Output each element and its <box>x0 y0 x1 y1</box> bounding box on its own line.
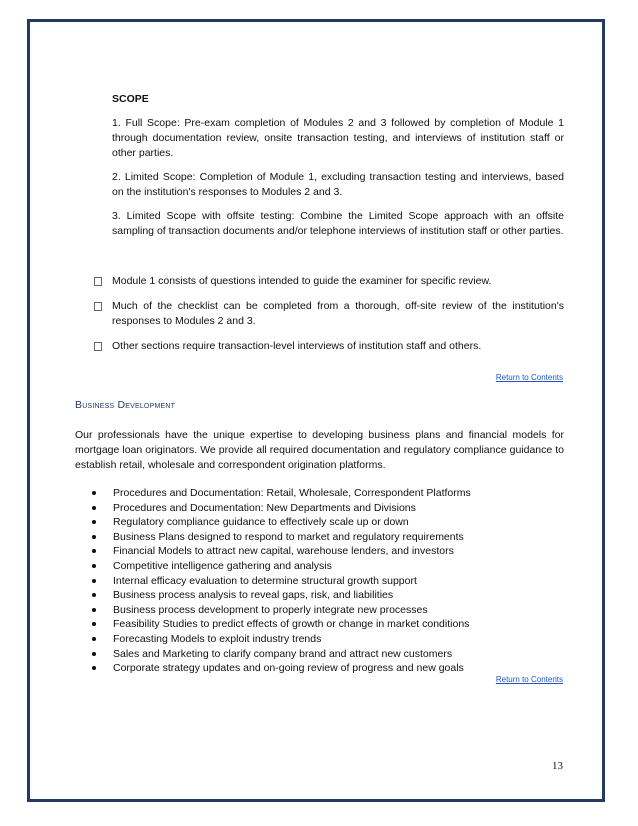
section-title-business-development: Business Development <box>75 399 176 411</box>
checkbox-square-icon <box>94 277 102 286</box>
list-item-text: Internal efficacy evaluation to determine structural growth support <box>113 574 417 587</box>
checklist-item <box>94 299 564 329</box>
checkbox-square-icon <box>94 342 102 351</box>
list-item-text: Financial Models to attract new capital, warehouse lenders, and investors <box>113 545 454 558</box>
list-item-text: Feasibility Studies to predict effects of growth or change in market conditions <box>113 618 470 631</box>
list-item-text: Business process development to properly integrate new processes <box>113 603 428 616</box>
list-item <box>92 544 562 559</box>
bullet-icon <box>92 652 96 656</box>
services-list <box>92 486 562 676</box>
list-item <box>92 603 562 618</box>
list-item <box>92 486 562 501</box>
list-item <box>92 632 562 647</box>
bullet-icon <box>92 535 96 539</box>
bullet-icon <box>92 637 96 641</box>
bullet-icon <box>92 520 96 524</box>
bullet-icon <box>92 622 96 626</box>
bullet-icon <box>92 593 96 597</box>
checklist-item-text: Much of the checklist can be completed from a thorough, off-site review of the institution's responses to Modules 2 and 3. <box>112 300 564 327</box>
list-item <box>92 647 562 662</box>
bullet-icon <box>92 608 96 612</box>
return-to-contents-link[interactable]: Return to Contents <box>495 675 563 684</box>
list-item <box>92 588 562 603</box>
list-item-text: Corporate strategy updates and on-going review of progress and new goals <box>113 662 464 675</box>
checklist-item <box>94 274 564 289</box>
return-to-contents-link[interactable]: Return to Contents <box>495 373 563 382</box>
page-number: 13 <box>552 760 563 772</box>
list-item <box>92 661 562 676</box>
list-item-text: Procedures and Documentation: Retail, Wholesale, Correspondent Platforms <box>113 487 471 499</box>
bullet-icon <box>92 564 96 568</box>
business-development-intro: Our professionals have the unique expertise to developing business plans and financial models for mortgage loan originators. We provide all required documentation and regulatory compliance guidance to establish retail, wholesale and correspondent origination platforms. <box>75 429 564 471</box>
list-item-text: Sales and Marketing to clarify company brand and attract new customers <box>113 647 453 660</box>
checklist-item-text: Module 1 consists of questions intended to guide the examiner for specific review. <box>112 275 492 287</box>
list-item <box>92 574 562 589</box>
list-item-text: Procedures and Documentation: New Departments and Divisions <box>113 501 416 514</box>
checkbox-square-icon <box>94 302 102 311</box>
scope-item-limited-offsite: 3. Limited Scope with offsite testing: Combine the Limited Scope approach with an offsite sampling of transaction documents and/or telephone interviews of institution staff or other parties. <box>112 210 564 237</box>
bullet-icon <box>92 666 96 670</box>
checklist-item <box>94 339 564 354</box>
scope-section <box>112 92 564 248</box>
list-item-text: Regulatory compliance guidance to effectively scale up or down <box>113 516 409 529</box>
bullet-icon <box>92 491 96 495</box>
checklist-item-text: Other sections require transaction-level interviews of institution staff and others. <box>112 340 482 352</box>
list-item-text: Business Plans designed to respond to market and regulatory requirements <box>113 530 464 543</box>
scope-item-full: 1. Full Scope: Pre-exam completion of Modules 2 and 3 followed by completion of Module 1 through documentation review, onsite transaction testing, and interviews of institution staff or other parties. <box>112 117 564 159</box>
list-item <box>92 501 562 516</box>
scope-item-limited: 2. Limited Scope: Completion of Module 1, excluding transaction testing and interviews, based on the institution's responses to Modules 2 and 3. <box>112 171 564 198</box>
list-item <box>92 530 562 545</box>
list-item-text: Competitive intelligence gathering and analysis <box>113 559 332 572</box>
scope-heading: SCOPE <box>112 93 149 105</box>
checklist-notes <box>94 274 564 364</box>
list-item-text: Forecasting Models to exploit industry trends <box>113 632 322 645</box>
bullet-icon <box>92 506 96 510</box>
bullet-icon <box>92 579 96 583</box>
list-item <box>92 559 562 574</box>
list-item <box>92 515 562 530</box>
bullet-icon <box>92 549 96 553</box>
list-item-text: Business process analysis to reveal gaps, risk, and liabilities <box>113 589 394 602</box>
list-item <box>92 617 562 632</box>
